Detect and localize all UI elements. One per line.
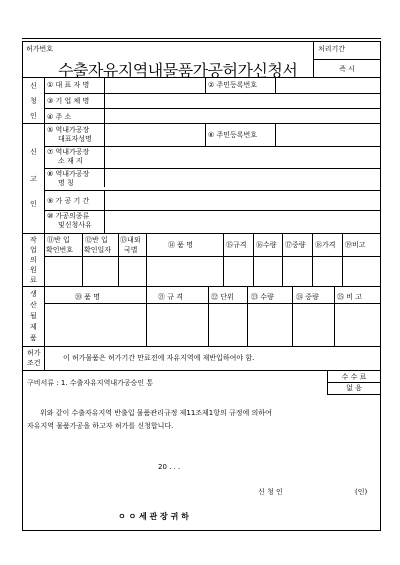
applicant-char-1: 신 [30,82,37,90]
product-col-divider-1 [146,286,147,346]
period-divider [104,190,105,210]
work-col-spec: ⑮규격 [226,241,247,249]
product-char-5: 품 [30,334,37,342]
work-col-entry-no-1: ⑪반 입 [47,236,70,244]
product-char-2: 산 [30,301,37,309]
form-title: 수출자유지역내물품가공허가신청서 [58,61,298,80]
reporter-resident-no-label: ⑥ 주민등록번호 [208,131,258,139]
work-col-divider-1 [82,233,83,286]
address-label: ④ 주 소 [47,113,72,121]
declaration-date: 20 . . . [158,463,181,471]
name-label-1: ⑧ 역내가공장 [47,170,90,178]
work-char-5: 료 [30,276,37,284]
type-label-1: ⑩ 가공의종류 [47,212,90,220]
addressee: ㅇ ㅇ 세 관 장 귀 하 [118,512,189,521]
representative-name-label: ① 대 표 자 명 [47,81,90,89]
row-line-4 [44,168,381,169]
fee-value: 없 음 [346,384,362,392]
reporter-resident-divider [205,123,206,146]
work-col-divider-2 [118,233,119,286]
product-col-item: ⑳ 품 명 [75,293,100,301]
work-col-entry-date-1: ⑫반 입 [85,236,108,244]
product-col-note: ㉕ 비 고 [337,293,362,301]
section-line-reporter [22,233,381,234]
processing-period-label: 처리기간 [318,45,346,53]
product-col-divider-2 [208,286,209,346]
row-line-2 [44,108,381,109]
product-char-3: 될 [30,312,37,320]
doc-number-label: 허가번호 [26,45,54,53]
work-col-item: ⑭ 품 명 [168,241,193,249]
condition-label-1: 허가 [27,349,41,357]
section-line-work [22,286,381,287]
reporter-resident-divider-2 [275,123,276,146]
product-char-4: 제 [30,323,37,331]
product-col-divider-4 [292,286,293,346]
work-col-qty: ⑯수량 [256,241,277,249]
work-col-price: ⑱가격 [315,241,336,249]
work-col-origin-1: ⑬내외 [120,236,141,244]
work-col-origin-2: 국별 [124,246,138,254]
resident-no-divider-2 [275,77,276,93]
work-col-divider-8 [342,233,343,286]
work-col-divider-4 [223,233,224,286]
product-col-spec: ㉑ 규 격 [158,293,183,301]
section-divider-2 [44,286,45,346]
type-label-2: 및신청사유 [58,221,92,229]
applicant-char-3: 인 [30,112,37,120]
product-col-weight: ㉔ 중량 [296,293,319,301]
header-bottom-line [22,77,381,78]
reporter-char-2: 고 [30,175,37,183]
section-line-products [22,346,381,347]
fee-box-bottom [327,394,381,395]
work-char-1: 작 [30,236,37,244]
work-col-divider-0 [44,233,45,286]
product-header-line [44,303,381,304]
reporter-char-1: 신 [30,148,37,156]
resident-no-label: ② 주민등록번호 [208,81,258,89]
top-border [22,38,381,39]
rep-name-label-1: ⑤ 역내가공장 [47,126,90,134]
applicant-sign-label: 신 청 인 [258,488,283,496]
documents-text: 구비서류 : 1. 수출자유지역내가공승인 통 [27,379,154,387]
product-col-unit: ㉒ 단위 [211,293,234,301]
type-divider [104,210,105,233]
header-side-mid [313,59,381,60]
work-col-entry-date-2: 확인일자 [84,246,112,254]
work-header-line [44,256,381,257]
fee-label: 수 수 료 [341,373,367,381]
work-char-3: 의 [30,256,37,264]
product-col-divider-5 [334,286,335,346]
resident-no-divider [205,77,206,93]
condition-text: 이 허가물품은 허가기간 만료전에 자유지역에 재반입하여야 함. [63,354,255,362]
product-col-divider-3 [247,286,248,346]
work-char-4: 원 [30,266,37,274]
section-line-applicant [22,123,381,124]
work-col-weight: ⑰중량 [285,241,306,249]
work-col-entry-no-2: 확인번호 [46,246,74,254]
fee-box-mid [327,382,381,383]
reporter-char-3: 인 [30,200,37,208]
declaration-line-2: 자유지역 물품가공을 하고자 허가를 신청합니다. [27,422,174,430]
product-col-qty: ㉓ 수량 [251,293,274,301]
row-line-6 [44,210,381,211]
work-col-divider-7 [312,233,313,286]
row-line-5 [44,190,381,191]
processing-period-value: 즉 시 [339,65,355,73]
location-label-1: ⑦ 역내가공장 [47,148,90,156]
company-name-label: ③ 기 업 체 명 [47,97,90,105]
row-line-3 [44,146,381,147]
work-char-2: 업 [30,246,37,254]
name-label-2: 명 칭 [58,179,74,187]
work-col-divider-6 [282,233,283,286]
rep-name-label-2: 대표자성명 [58,135,92,143]
condition-divider [44,346,45,370]
seal-label: (인) [355,488,368,496]
declaration-line-1: 위와 같이 수출자유지역 반출입 물품관리규정 제11조제1항의 규정에 의하여 [40,409,272,417]
condition-label-2: 조건 [27,359,41,367]
row-line-1 [44,93,381,94]
work-col-divider-3 [146,233,147,286]
period-label: ⑨ 가 공 기 간 [47,197,90,205]
applicant-char-2: 청 [30,97,37,105]
work-col-divider-5 [253,233,254,286]
work-col-note: ⑲비고 [345,241,366,249]
product-char-1: 생 [30,290,37,298]
location-label-2: 소 재 지 [58,157,83,165]
